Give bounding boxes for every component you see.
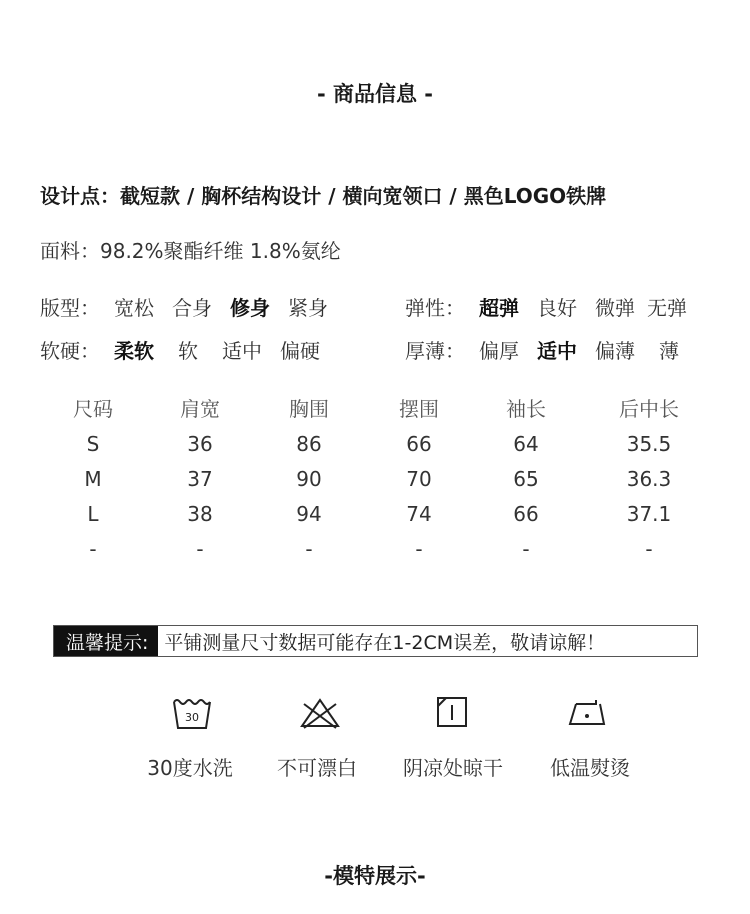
property-fit — [40, 292, 346, 321]
low-iron-icon — [566, 694, 610, 732]
property-elasticity — [405, 292, 687, 321]
table-cell: - — [415, 536, 423, 561]
elasticity-option: 良好 — [537, 296, 577, 320]
hardness-option: 软 — [178, 339, 198, 363]
table-cell: L — [87, 501, 99, 526]
title-model-display: -模特展示- — [324, 864, 426, 888]
property-hardness — [40, 335, 338, 364]
hardness-option: 偏硬 — [280, 339, 320, 363]
care-label-shade-dry: 阴凉处晾干 — [403, 756, 503, 780]
property-elasticity-label: 弹性： — [405, 296, 465, 320]
header-cell: 肩宽 — [180, 396, 220, 421]
thickness-option: 偏厚 — [479, 339, 519, 363]
fit-option: 修身 — [230, 296, 270, 320]
elasticity-option: 超弹 — [479, 296, 519, 320]
care-label-no-bleach: 不可漂白 — [277, 756, 357, 780]
care-label-low-iron: 低温熨烫 — [550, 756, 630, 780]
tip-label: 温馨提示: — [54, 626, 158, 656]
thickness-option: 偏薄 — [595, 339, 635, 363]
property-thickness-label: 厚薄： — [405, 339, 465, 363]
table-cell: 65 — [513, 466, 539, 491]
table-row — [40, 426, 720, 461]
table-cell: M — [84, 466, 102, 491]
measurement-tip — [53, 625, 698, 657]
design-points: 设计点：截短款 / 胸杯结构设计 / 横向宽领口 / 黑色LOGO铁牌 — [40, 184, 607, 208]
table-row — [40, 461, 720, 496]
table-cell: 90 — [296, 466, 322, 491]
wash-30-icon — [170, 694, 214, 732]
table-cell: 36.3 — [626, 466, 672, 491]
elasticity-option: 无弹 — [647, 296, 687, 320]
table-cell: 36 — [187, 431, 213, 456]
no-bleach-icon — [298, 694, 342, 732]
thickness-option: 适中 — [537, 339, 577, 363]
property-hardness-label: 软硬： — [40, 339, 100, 363]
table-cell: - — [522, 536, 530, 561]
property-thickness — [405, 335, 679, 364]
header-cell: 摆围 — [399, 396, 439, 421]
wash-temp-text: 30 — [185, 711, 199, 724]
header-cell: 后中长 — [619, 396, 679, 421]
fit-option: 宽松 — [114, 296, 154, 320]
table-cell: - — [305, 536, 313, 561]
table-cell: 66 — [513, 501, 539, 526]
table-cell: 37 — [187, 466, 213, 491]
hardness-option: 柔软 — [114, 339, 154, 363]
tip-text: 平铺测量尺寸数据可能存在1-2CM误差，敬请谅解！ — [164, 631, 606, 654]
header-cell: 尺码 — [73, 396, 113, 421]
table-cell: 66 — [406, 431, 432, 456]
table-cell: 94 — [296, 501, 322, 526]
fit-option: 合身 — [172, 296, 212, 320]
fabric-composition: 面料：98.2%聚酯纤维 1.8%氨纶 — [40, 239, 341, 263]
table-cell: 35.5 — [626, 431, 672, 456]
table-cell: 37.1 — [626, 501, 672, 526]
elasticity-option: 微弹 — [595, 296, 635, 320]
thickness-option: 薄 — [659, 339, 679, 363]
table-row — [40, 531, 720, 566]
table-cell: - — [196, 536, 204, 561]
header-cell: 胸围 — [289, 396, 329, 421]
size-table — [40, 388, 720, 566]
table-cell: 74 — [406, 501, 432, 526]
table-cell: 86 — [296, 431, 322, 456]
property-fit-label: 版型： — [40, 296, 100, 320]
table-cell: 64 — [513, 431, 539, 456]
title-product-info: - 商品信息 - — [316, 82, 434, 106]
header-cell: 袖长 — [506, 396, 546, 421]
table-row — [40, 496, 720, 531]
size-table-header — [40, 388, 720, 426]
fit-option: 紧身 — [288, 296, 328, 320]
care-label-wash: 30度水洗 — [147, 756, 233, 780]
table-cell: 38 — [187, 501, 213, 526]
table-cell: S — [86, 431, 100, 456]
table-cell: - — [645, 536, 653, 561]
table-cell: 70 — [406, 466, 432, 491]
hardness-option: 适中 — [222, 339, 262, 363]
dry-in-shade-icon — [434, 694, 472, 732]
table-cell: - — [89, 536, 97, 561]
